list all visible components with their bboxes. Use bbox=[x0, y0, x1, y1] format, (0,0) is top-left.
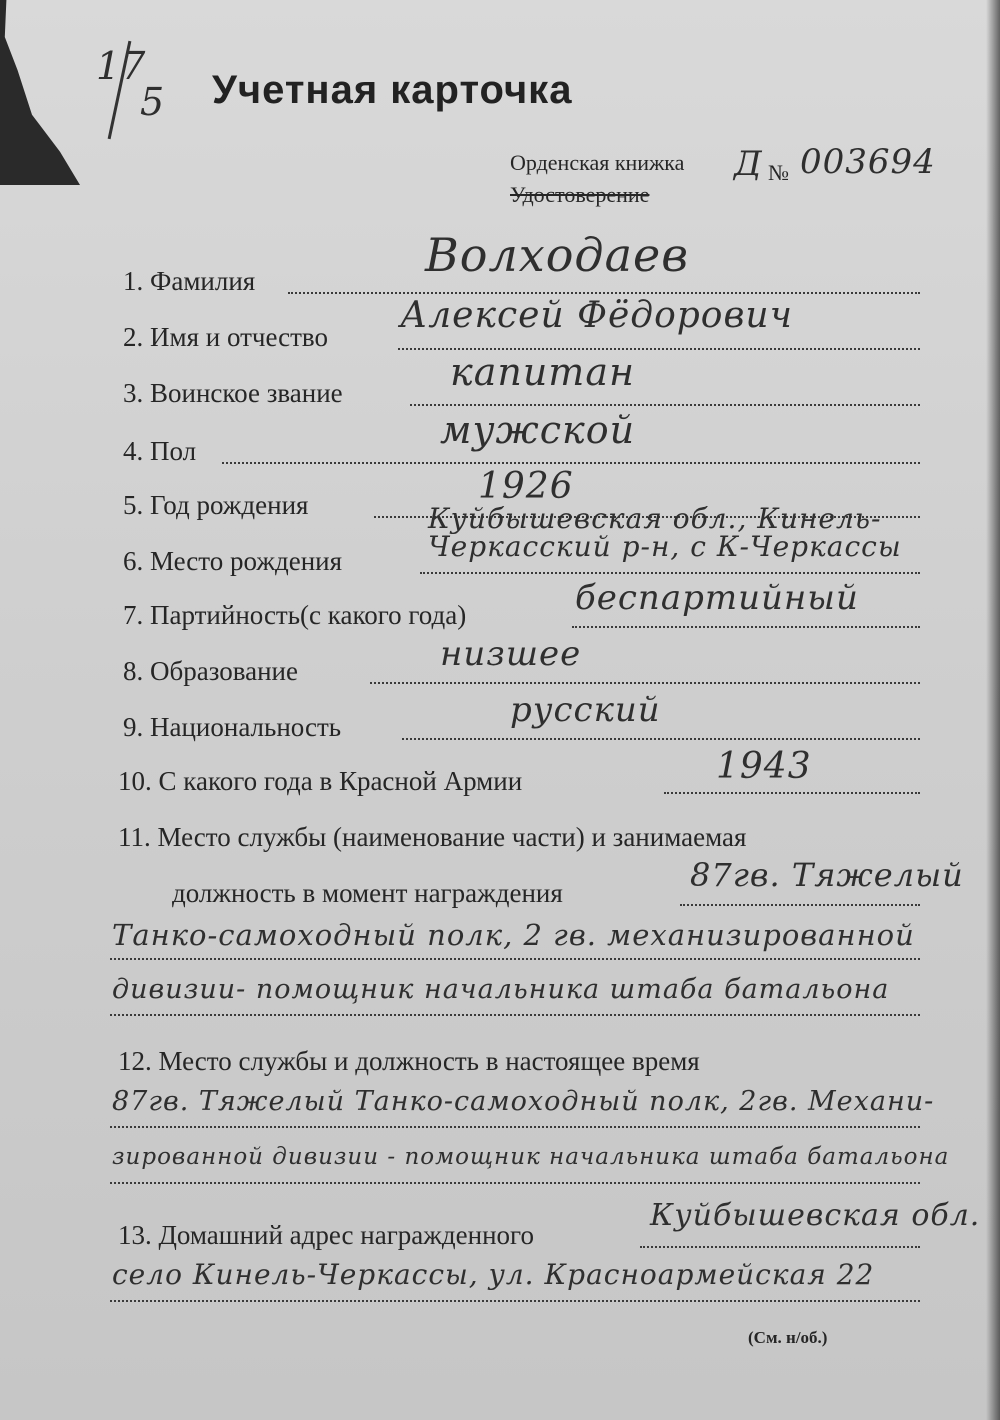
field-1-line bbox=[288, 292, 920, 294]
field-3-value: капитан bbox=[450, 350, 636, 394]
field-1-label: 1. Фамилия bbox=[123, 266, 256, 296]
field-12-value-line1: 87гв. Тяжелый Танко-самоходный полк, 2гв. Механи- bbox=[112, 1086, 935, 1117]
field-12-value-line2: зированной дивизии - помощник начальника штаба батальона bbox=[112, 1144, 950, 1170]
field-10-line bbox=[664, 792, 920, 794]
page-title: Учетная карточка bbox=[212, 68, 573, 112]
field-12-line-1 bbox=[110, 1126, 920, 1128]
torn-corner bbox=[0, 0, 80, 185]
field-6-value-line1: Куйбышевская обл., Кинель- bbox=[428, 502, 882, 535]
field-13-label: 13. Домашний адрес награжденного bbox=[118, 1220, 534, 1250]
page-edge-shadow bbox=[986, 0, 1000, 1420]
field-7-line bbox=[572, 626, 920, 628]
field-11-value-line3: дивизии- помощник начальника штаба батальона bbox=[112, 974, 890, 1005]
field-10-label: 10. С какого года в Красной Армии bbox=[118, 766, 523, 796]
field-12-line-2 bbox=[110, 1182, 920, 1184]
field-11-label-line2: должность в момент награждения bbox=[172, 878, 563, 908]
field-13-line-1 bbox=[640, 1246, 920, 1248]
field-13-value-line1: Куйбышевская обл. bbox=[650, 1198, 981, 1233]
field-11-line-2 bbox=[110, 958, 920, 960]
field-9-line bbox=[402, 738, 920, 740]
field-5-value: 1926 bbox=[478, 466, 574, 507]
field-2-label: 2. Имя и отчество bbox=[123, 322, 328, 352]
field-4-value: мужской bbox=[440, 408, 636, 452]
field-1-value: Волходаев bbox=[425, 228, 689, 282]
field-13-line-2 bbox=[110, 1300, 920, 1302]
field-10-value: 1943 bbox=[716, 746, 812, 787]
see-reverse-note: (См. н/об.) bbox=[748, 1328, 828, 1347]
field-4-label: 4. Пол bbox=[123, 436, 197, 466]
fraction-bottom: 5 bbox=[140, 80, 166, 124]
certificate-label: Удостоверение bbox=[510, 182, 650, 207]
field-6-label: 6. Место рождения bbox=[123, 546, 343, 576]
field-5-label: 5. Год рождения bbox=[123, 490, 309, 520]
field-8-label: 8. Образование bbox=[123, 656, 298, 686]
field-11-value-line1: 87гв. Тяжелый bbox=[690, 856, 964, 894]
field-7-value: беспартийный bbox=[575, 578, 859, 618]
field-2-value: Алексей Фёдорович bbox=[400, 295, 794, 336]
field-8-line bbox=[370, 682, 920, 684]
number-sign: № bbox=[768, 160, 789, 185]
field-11-label-line1: 11. Место службы (наименование части) и занимаемая bbox=[118, 822, 747, 852]
field-12-label: 12. Место службы и должность в настоящее время bbox=[118, 1046, 700, 1076]
field-6-line bbox=[420, 572, 920, 574]
field-9-label: 9. Национальность bbox=[123, 712, 342, 742]
order-book-label: Орденская книжка bbox=[510, 150, 685, 175]
field-4-line bbox=[222, 462, 920, 464]
field-11-line-1 bbox=[680, 904, 920, 906]
field-11-line-3 bbox=[110, 1014, 920, 1016]
field-13-value-line2: село Кинель-Черкассы, ул. Красноармейская 22 bbox=[112, 1258, 875, 1291]
field-11-value-line2: Танко-самоходный полк, 2 гв. механизированной bbox=[112, 918, 915, 952]
field-9-value: русский bbox=[510, 690, 661, 730]
field-7-label: 7. Партийность(с какого года) bbox=[123, 600, 467, 630]
field-3-line bbox=[410, 404, 920, 406]
field-6-value-line2: Черкасский р-н, с К-Черкассы bbox=[428, 530, 902, 563]
field-8-value: низшее bbox=[440, 634, 582, 674]
field-3-label: 3. Воинское звание bbox=[123, 378, 343, 408]
number-value: 003694 bbox=[800, 142, 936, 182]
fraction-top: 17 bbox=[96, 44, 147, 88]
number-letter: Д bbox=[734, 144, 763, 184]
